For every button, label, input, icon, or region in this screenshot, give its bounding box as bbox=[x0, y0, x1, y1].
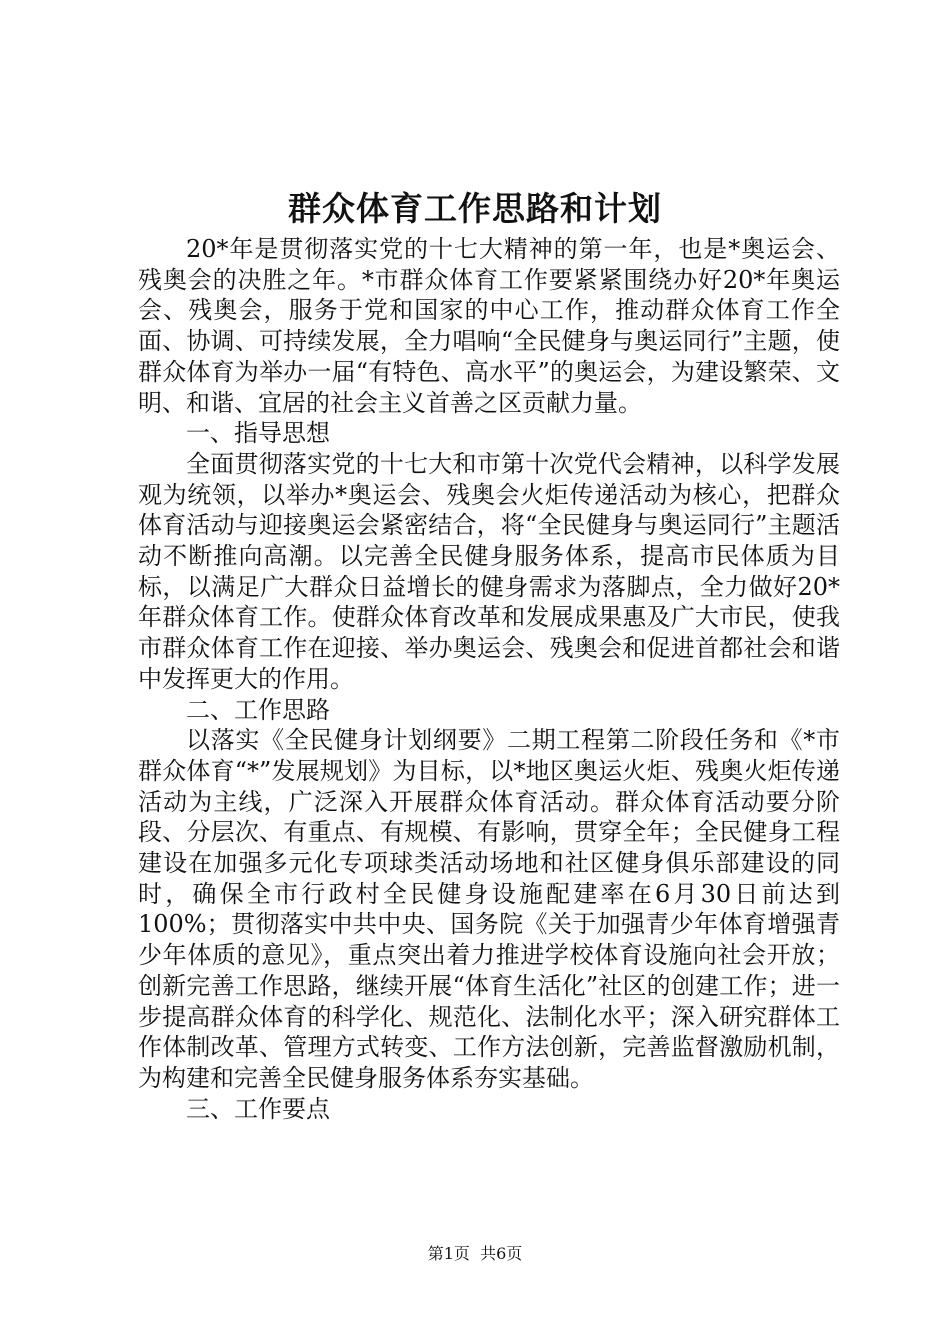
section-heading-work-points: 三、工作要点 bbox=[186, 1094, 330, 1123]
page-number: 第1页 bbox=[427, 1244, 470, 1263]
section-heading-work-approach: 二、工作思路 bbox=[186, 695, 330, 724]
guiding-thought-paragraph: 全面贯彻落实党的十七大和市第十次党代会精神，以科学发展观为统领，以举办*奥运会、残奥会火炬传递活动为核心，把群众体育活动与迎接奥运会紧密结合，将“全民健身与奥运同行”主题活动不断推向高潮。以完善全民健身服务体系，提高市民体质为目标，以满足广大群众日益增长的健身需求为落脚点，全力做好20*年群众体育工作。使群众体育改革和发展成果惠及广大市民，使我市群众体育工作在迎接、举办奥运会、残奥会和促进首都社会和谐中发挥更大的作用。 bbox=[138, 449, 840, 693]
work-approach-paragraph: 以落实《全民健身计划纲要》二期工程第二阶段任务和《*市群众体育“*”发展规划》为目标，以*地区奥运火炬、残奥火炬传递活动为主线，广泛深入开展群众体育活动。群众体育活动要分阶段、分层次、有重点、有规模、有影响，贯穿全年；全民健身工程建设在加强多元化专项球类活动场地和社区健身俱乐部建设的同时，确保全市行政村全民健身设施配建率在6月30日前达到100%；贯彻落实中共中央、国务院《关于加强青少年体育增强青少年体质的意见》，重点突出着力推进学校体育设施向社会开放；创新完善工作思路，继续开展“体育生活化”社区的创建工作；进一步提高群众体育的科学化、规范化、法制化水平；深入研究群体工作体制改革、管理方式转变、工作方法创新，完善监督激励机制，为构建和完善全民健身服务体系夯实基础。 bbox=[138, 726, 840, 1092]
document-title: 群众体育工作思路和计划 bbox=[288, 189, 662, 228]
document-body bbox=[138, 234, 840, 1124]
page-total: 共6页 bbox=[480, 1244, 523, 1263]
intro-paragraph: 20*年是贯彻落实党的十七大精神的第一年，也是*奥运会、残奥会的决胜之年。*市群众体育工作要紧紧围绕办好20*年奥运会、残奥会，服务于党和国家的中心工作，推动群众体育工作全面、协调、可持续发展，全力唱响“全民健身与奥运同行”主题，使群众体育为举办一届“有特色、高水平”的奥运会，为建设繁荣、文明、和谐、宜居的社会主义首善之区贡献力量。 bbox=[138, 235, 840, 417]
page-footer bbox=[0, 1242, 950, 1266]
section-heading-guiding-thought: 一、指导思想 bbox=[186, 419, 330, 448]
